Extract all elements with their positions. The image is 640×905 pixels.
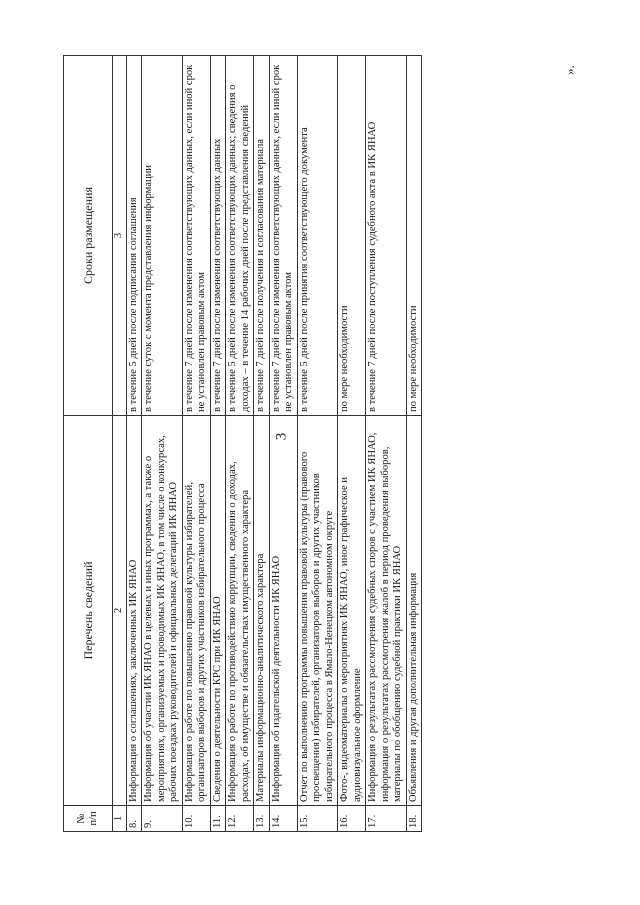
header-list: Перечень сведений: [64, 416, 113, 806]
row-number: 18.: [406, 806, 422, 832]
column-number-row: [113, 56, 127, 832]
page-number: 3: [273, 432, 290, 441]
column-number: 2: [113, 416, 127, 806]
row-term: в течение 5 дней после принятия соответствующего документа: [297, 56, 338, 416]
row-info: Материалы информационно-аналитического характера: [254, 416, 270, 806]
rotated-table-wrapper: [63, 56, 547, 832]
row-number: 17.: [366, 806, 407, 832]
info-table: [63, 55, 422, 832]
table-header-row: [64, 56, 113, 832]
row-info: Объявления и другая дополнительная информация: [406, 416, 422, 806]
row-term: в течение 7 дней после поступления судебного акта в ИК ЯНАО: [366, 56, 407, 416]
row-number: 11.: [210, 806, 226, 832]
closing-quote: ».: [561, 65, 577, 75]
table-row: [142, 56, 183, 832]
row-info: Информация об издательской деятельности ИК ЯНАО: [269, 416, 297, 806]
row-info: Информация о результатах рассмотрения судебных споров с участием ИК ЯНАО, информация о результатах рассмотрения жалоб в период проведения выборов, материалы по обобщению судебной практики ИК ЯНАО: [366, 416, 407, 806]
row-number: 8.: [126, 806, 142, 832]
row-number: 16.: [338, 806, 366, 832]
row-info: Информация об участии ИК ЯНАО в целевых и иных программах, а также о мероприятиях, организуемых и проводимых ИК ЯНАО, в том числе о конкурсах, рабочих поездках руководителей и официальных делегаций ИК ЯНАО: [142, 416, 183, 806]
table-row: [254, 56, 270, 832]
column-number: 3: [113, 56, 127, 416]
row-number: 15.: [297, 806, 338, 832]
header-terms: Сроки размещения: [64, 56, 113, 416]
row-info: Информация о работе по противодействию коррупции, сведения о доходах, расходах, об имуществе и обязательствах имущественного характера: [226, 416, 254, 806]
row-term: в течение 7 дней после получения и согласования материала: [254, 56, 270, 416]
table-row: [182, 56, 210, 832]
row-number: 10.: [182, 806, 210, 832]
header-num: № п/п: [64, 806, 113, 832]
row-number: 14.: [269, 806, 297, 832]
row-info: Отчет по выполнению программы повышения правовой культуры (правового просвещения) избирателей, организаторов выборов и других участников избирательного процесса в Ямало-Ненецком автономном округе: [297, 416, 338, 806]
row-term: в течение 7 дней после изменения соответствующих данных, если иной срок не установлен правовым актом: [182, 56, 210, 416]
table-row: [269, 56, 297, 832]
row-info: Информация о работе по повышению правовой культуры избирателей, организаторов выборов и других участников избирательного процесса: [182, 416, 210, 806]
row-number: 13.: [254, 806, 270, 832]
row-term: в течение 5 дней после подписания соглашения: [126, 56, 142, 416]
row-number: 9.: [142, 806, 183, 832]
row-info: Фото-, видеоматериалы о мероприятиях ИК ЯНАО, иное графическое и аудиовизуальное оформление: [338, 416, 366, 806]
table-row: [297, 56, 338, 832]
table-row: [210, 56, 226, 832]
table-row: [406, 56, 422, 832]
row-term: в течение 5 дней после изменения соответствующих данных; сведения о доходах – в течение 14 рабочих дней после представления сведений: [226, 56, 254, 416]
table-row: [126, 56, 142, 832]
row-term: по мере необходимости: [406, 56, 422, 416]
column-number: 1: [113, 806, 127, 832]
table-row: [338, 56, 366, 832]
row-term: в течение 7 дней после изменения соответствующих данных: [210, 56, 226, 416]
table-row: [226, 56, 254, 832]
row-info: Информация о соглашениях, заключенных ИК ЯНАО: [126, 416, 142, 806]
row-number: 12.: [226, 806, 254, 832]
row-info: Сведения о деятельности КРС при ИК ЯНАО: [210, 416, 226, 806]
table-row: [366, 56, 407, 832]
row-term: по мере необходимости: [338, 56, 366, 416]
row-term: в течение 7 дней после изменения соответствующих данных, если иной срок не установлен правовым актом: [269, 56, 297, 416]
row-term: в течение суток с момента представления информации: [142, 56, 183, 416]
